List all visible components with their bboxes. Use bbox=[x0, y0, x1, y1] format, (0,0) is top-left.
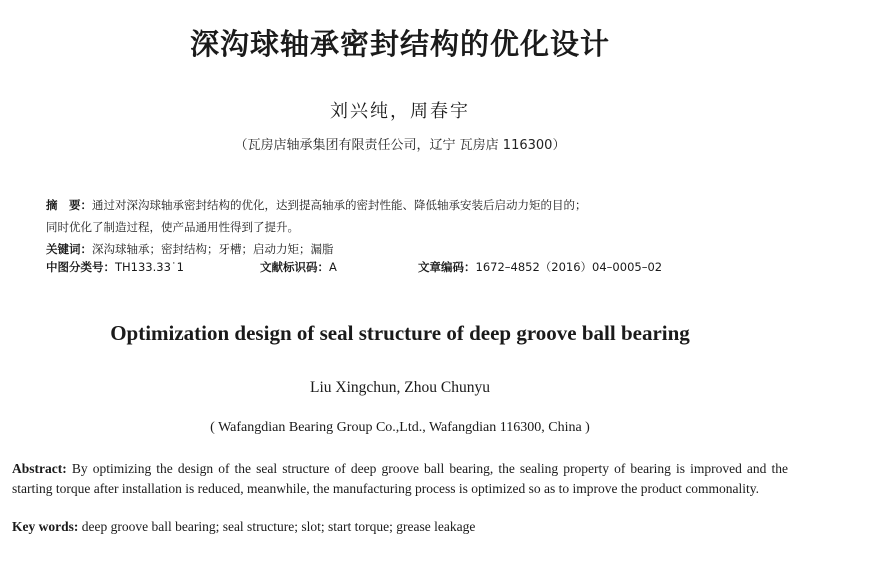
article-id: 1672–4852（2016）04–0005–02 bbox=[475, 260, 663, 274]
chinese-keywords-line bbox=[46, 238, 776, 260]
article-id-label: 文章编码： bbox=[418, 260, 476, 274]
chinese-affiliation: （瓦房店轴承集团有限责任公司，辽宁 瓦房店 116300） bbox=[234, 138, 566, 153]
chinese-keywords: 深沟球轴承；密封结构；牙槽；启动力矩；漏脂 bbox=[92, 242, 334, 256]
document-code-label: 文献标识码： bbox=[260, 260, 329, 274]
document-code: A bbox=[329, 260, 337, 274]
english-affiliation: ( Wafangdian Bearing Group Co.,Ltd., Wafangdian 116300, China ) bbox=[210, 420, 590, 435]
english-keywords-line bbox=[12, 519, 475, 535]
chinese-keywords-label: 关键词： bbox=[46, 242, 92, 256]
english-abstract bbox=[12, 459, 788, 499]
classification-label: 中图分类号： bbox=[46, 260, 115, 274]
classification-item bbox=[46, 259, 184, 275]
chinese-abstract-line-2 bbox=[46, 216, 776, 238]
english-abstract-label: Abstract: bbox=[12, 461, 67, 476]
english-abstract-text: By optimizing the design of the seal structure of deep groove ball bearing, the sealing property of bearing is improved and the starting torque after installation is reduced, meanwhile, the manufacturing process is optimized so as to improve the product commonality. bbox=[12, 461, 789, 496]
chinese-abstract-label: 摘 要： bbox=[46, 198, 92, 212]
article-id-item bbox=[418, 259, 662, 275]
english-keywords-label: Key words: bbox=[12, 519, 79, 534]
chinese-abstract-block bbox=[46, 194, 776, 260]
english-keywords: deep groove ball bearing; seal structure; slot; start torque; grease leakage bbox=[81, 519, 476, 534]
chinese-abstract-text-1: 通过对深沟球轴承密封结构的优化，达到提高轴承的密封性能、降低轴承安装后启动力矩的目的； bbox=[92, 198, 587, 212]
document-code-item bbox=[260, 259, 337, 275]
chinese-authors: 刘兴纯，周春宇 bbox=[330, 101, 470, 122]
classification-number: TH133.33˙1 bbox=[115, 260, 184, 274]
english-title: Optimization design of seal structure of deep groove ball bearing bbox=[110, 321, 690, 345]
english-authors: Liu Xingchun, Zhou Chunyu bbox=[310, 379, 490, 396]
chinese-abstract-line-1 bbox=[46, 194, 776, 216]
chinese-title: 深沟球轴承密封结构的优化设计 bbox=[189, 27, 610, 61]
chinese-abstract-text-2: 同时优化了制造过程，使产品通用性得到了提升。 bbox=[46, 220, 299, 234]
